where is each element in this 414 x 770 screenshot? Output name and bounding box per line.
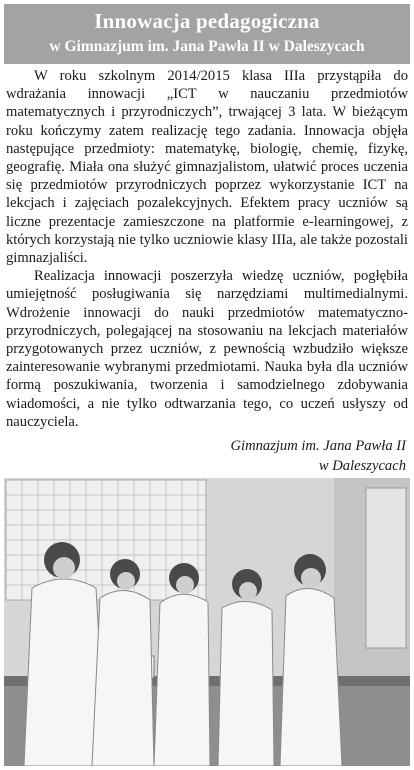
classroom-photo	[4, 478, 410, 766]
signature-line-2: w Daleszycach	[318, 458, 406, 474]
paragraph-1: W roku szkolnym 2014/2015 klasa IIIa przystąpiła do wdrażania innowacji „ICT w nauczaniu przedmiotów matematycznych i przyrodniczych”, trwającej 3 lata. W bieżącym roku kończymy zatem realizację tego zadania. Innowacja objęła następujące przedmioty: matematykę, biologię, chemię, fizykę, geografię. Miała ona służyć gimnazjalistom, ułatwić proces uczenia się przedmiotów przyrodniczych poprzez wykorzystanie ICT na lekcjach i zajęciach pozalekcyjnych. Efektem pracy uczniów są liczne prezentacje zamieszczone na platformie e-learningowej, z których korzystają nie tylko uczniowie klasy IIIa, ale także pozostali gimnazjaliści.	[6, 68, 408, 267]
article-subtitle: w Gimnazjum im. Jana Pawła II w Daleszycach	[49, 38, 365, 55]
article-body	[6, 67, 408, 431]
article-title: Innowacja pedagogiczna	[94, 9, 320, 33]
paragraph-2: Realizacja innowacji poszerzyła wiedzę uczniów, pogłębiła umiejętność posługiwania się narzędziami multimedialnymi. Wdrożenie innowacji do nauki przedmiotów matematyczno-przyrodniczych, polegającej na stosowaniu na lekcjach materiałów przygotowanych przez uczniów, z pewnością wzbudziło większe zainteresowanie wybranymi przedmiotami. Nauka była dla uczniów formą poszukiwania, tworzenia i samodzielnego zdobywania wiadomości, a nie tylko odtwarzania tego, co uczeń usłyszy od nauczyciela.	[6, 268, 408, 430]
photo-illustration	[4, 478, 410, 766]
header-banner	[4, 4, 410, 64]
signature	[230, 436, 406, 476]
signature-line-1: Gimnazjum im. Jana Pawła II	[230, 438, 406, 454]
